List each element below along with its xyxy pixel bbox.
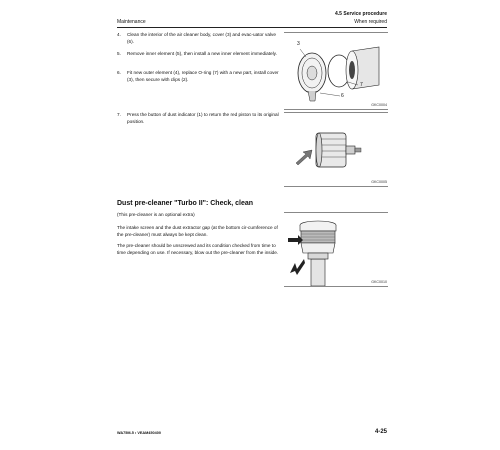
figure-pre-cleaner	[284, 212, 388, 287]
header-section-title: 4.5 Service procedure	[335, 11, 387, 17]
press-arrow-icon	[296, 150, 312, 165]
step-text: Remove inner element (5), then install a new inner element immediately.	[127, 51, 277, 56]
section-paragraph-1: The intake screen and the dust extractor gap (at the bottom cir-cumference of the pre-cleaner) must always be kept clean.	[117, 225, 278, 237]
header-section	[335, 10, 387, 26]
step-number: 5.	[117, 51, 121, 56]
section-note: (This pre-cleaner is an optional extra)	[117, 212, 195, 217]
step-4	[117, 32, 282, 45]
callout-6: 6	[341, 93, 344, 99]
header-chapter: Maintenance	[117, 19, 146, 25]
section-title: Dust pre-cleaner "Turbo II": Check, clean	[117, 200, 254, 207]
figure-dust-indicator	[284, 112, 388, 187]
header-subsection: When required	[354, 19, 387, 25]
footer-page-number: 4-25	[374, 429, 387, 435]
pre-cleaner-illustration	[284, 213, 388, 286]
arrow-up-icon	[290, 259, 305, 275]
step-5	[117, 51, 282, 58]
figure-code: GKC0010	[371, 280, 387, 284]
step-number: 4.	[117, 32, 121, 37]
dust-indicator-illustration	[284, 113, 388, 186]
footer-doc-id: WA75M-5 • VEAM450400	[117, 431, 161, 435]
step-text: Fit new outer element (4), replace O-ring (7) with a new part, install cover (3), then secure with clips (2).	[127, 70, 279, 82]
step-text: Clean the interior of the air cleaner body, cover (3) and evac-uator valve (6).	[127, 32, 276, 44]
figure-code: GKC0004	[371, 103, 387, 107]
step-number: 6.	[117, 70, 121, 75]
callout-7: 7	[360, 82, 363, 88]
figure-air-cleaner-cover	[284, 32, 388, 110]
step-6	[117, 70, 282, 83]
step-7	[117, 112, 282, 125]
header-rule	[117, 27, 387, 28]
section-paragraph-2: The pre-cleaner should be unscrewed and its condition checked from time to time depending on use. If necessary, blow out the pre-cleaner from the inside.	[117, 243, 279, 255]
step-text: Press the button of dust indicator (1) to return the red piston to its original position.	[127, 112, 279, 124]
callout-3: 3	[297, 41, 300, 47]
figure-code: GKC0005	[371, 180, 387, 184]
step-number: 7.	[117, 112, 121, 117]
